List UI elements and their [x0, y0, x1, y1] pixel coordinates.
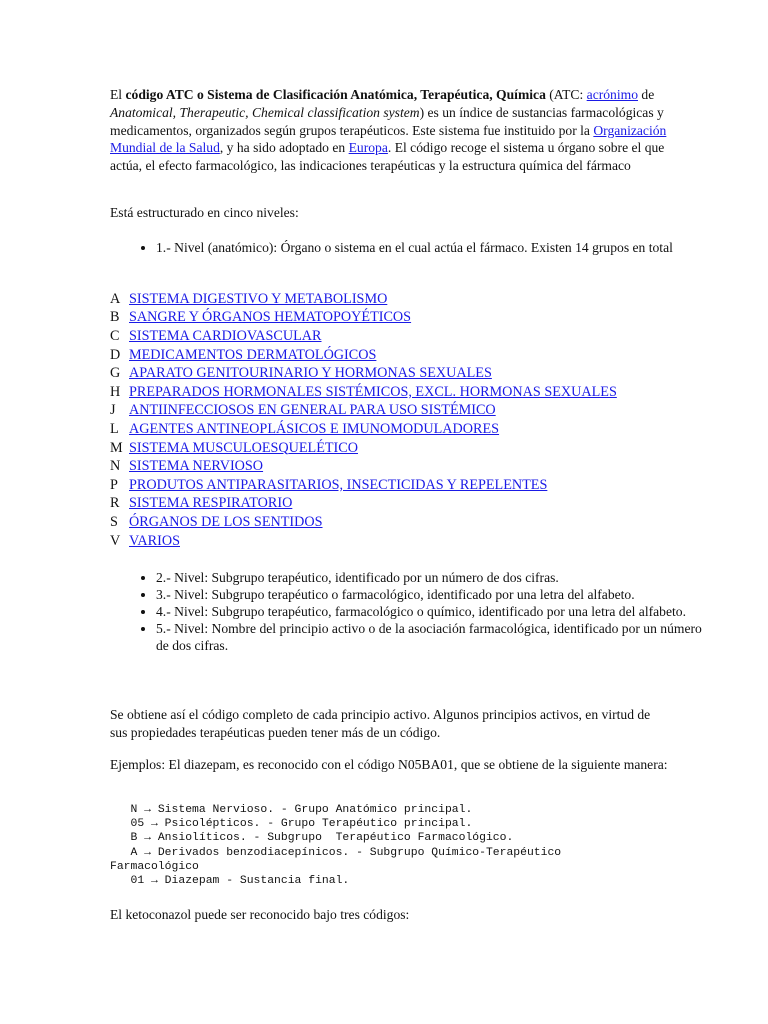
atc-group-row: [110, 439, 710, 458]
link-oms[interactable]: Organización Mundial de la Salud: [110, 122, 667, 156]
level-1-list: [110, 239, 716, 256]
atc-group-letter: G: [110, 365, 121, 382]
atc-group-letter: C: [110, 327, 120, 344]
atc-group-link[interactable]: SISTEMA MUSCULOESQUELÉTICO: [129, 439, 358, 456]
atc-group-link[interactable]: SISTEMA RESPIRATORIO: [129, 495, 293, 512]
code-line: N → Sistema Nervioso. - Grupo Anatómico principal.: [110, 804, 473, 816]
level-item: • 5.- Nivel: Nombre del principio activo o de la asociación farmacológica, identificado por un número de dos cifras.: [156, 620, 716, 654]
atc-group-link[interactable]: VARIOS: [129, 532, 180, 549]
atc-group-letter: P: [110, 476, 118, 493]
level-item: • 2.- Nivel: Subgrupo terapéutico, identificado por un número de dos cifras.: [156, 569, 716, 586]
code-line: B → Ansiolíticos. - Subgrupo Terapéutico Farmacológico.: [110, 832, 514, 845]
atc-group-link[interactable]: AGENTES ANTINEOPLÁSICOS E IMUNOMODULADORES: [129, 420, 500, 437]
atc-groups-list: [110, 290, 710, 550]
atc-group-link[interactable]: SISTEMA NERVIOSO: [129, 458, 264, 475]
atc-group-letter: L: [110, 420, 119, 437]
level-item: • 4.- Nivel: Subgrupo terapéutico, farmacológico o químico, identificado por una letra del alfabeto.: [156, 603, 716, 620]
complete-code-paragraph: Se obtiene así el código completo de cada principio activo. Algunos principios activos, en virtud de sus propiedades terapéuticas pueden tener más de un código.: [110, 707, 651, 740]
atc-group-row: [110, 420, 710, 439]
atc-group-link[interactable]: SANGRE Y ÓRGANOS HEMATOPOYÉTICOS: [129, 309, 412, 326]
atc-group-row: [110, 327, 710, 346]
atc-group-letter: J: [110, 402, 116, 419]
levels-list: [110, 569, 716, 654]
atc-group-row: [110, 457, 710, 476]
atc-group-letter: N: [110, 458, 121, 475]
atc-group-row: [110, 532, 710, 551]
level-1-item: • 1.- Nivel (anatómico): Órgano o sistema en el cual actúa el fármaco. Existen 14 grupos en total: [156, 239, 716, 256]
atc-group-letter: S: [110, 513, 118, 530]
atc-group-letter: H: [110, 383, 121, 400]
atc-group-letter: B: [110, 309, 120, 326]
atc-group-row: [110, 290, 710, 309]
atc-group-row: [110, 383, 710, 402]
intro-italic-term: Anatomical, Therapeutic, Chemical classification system: [110, 104, 420, 120]
link-europa[interactable]: Europa: [348, 140, 388, 156]
atc-group-letter: V: [110, 532, 121, 549]
atc-group-link[interactable]: APARATO GENITOURINARIO Y HORMONAS SEXUALES: [129, 365, 492, 382]
atc-group-letter: A: [110, 290, 121, 307]
code-line: A → Derivados benzodiacepínicos. - Subgrupo Químico-Terapéutico: [110, 846, 562, 859]
example-code-block: [110, 803, 561, 888]
atc-group-letter: R: [110, 495, 120, 512]
atc-group-link[interactable]: ANTIINFECCIOSOS EN GENERAL PARA USO SISTÉMICO: [129, 402, 496, 419]
structure-paragraph: Está estructurado en cinco niveles:: [110, 205, 299, 220]
atc-group-letter: M: [110, 439, 123, 456]
atc-group-row: [110, 346, 710, 365]
atc-group-row: [110, 309, 710, 328]
atc-group-row: [110, 513, 710, 532]
atc-group-row: [110, 476, 710, 495]
atc-group-row: [110, 495, 710, 514]
atc-group-link[interactable]: SISTEMA DIGESTIVO Y METABOLISMO: [129, 290, 388, 307]
example-paragraph: Ejemplos: El diazepam, es reconocido con el código N05BA01, que se obtiene de la siguiente manera:: [110, 757, 668, 772]
atc-group-row: [110, 402, 710, 421]
link-acronimo[interactable]: acrónimo: [586, 87, 638, 102]
code-line: 01 → Diazepam - Sustancia final.: [110, 875, 350, 888]
atc-group-link[interactable]: SISTEMA CARDIOVASCULAR: [129, 327, 322, 344]
ketoconazol-paragraph: El ketoconazol puede ser reconocido bajo tres códigos:: [110, 907, 410, 922]
code-line: Farmacológico: [110, 860, 199, 873]
atc-group-link[interactable]: ÓRGANOS DE LOS SENTIDOS: [129, 513, 323, 530]
intro-paragraph: El código ATC o Sistema de Clasificación Anatómica, Terapéutica, Química (ATC: acrónimo de Anatomical, Therapeutic, Chemical classification system) es un índice de sustancias farmacológicas y medicamentos, organizados según grupos terapéuticos. Este sistema fue instituido por la Organización Mundial de la Salud, y ha sido adoptado en Europa. El código recoge el sistema u órgano sobre el que actúa, el efecto farmacológico, las indicaciones terapéuticas y la estructura química del fármaco: [110, 87, 667, 174]
level-item: • 3.- Nivel: Subgrupo terapéutico o farmacológico, identificado por una letra del alfabeto.: [156, 586, 716, 603]
atc-group-link[interactable]: PREPARADOS HORMONALES SISTÉMICOS, EXCL. HORMONAS SEXUALES: [129, 383, 617, 400]
code-line: 05 → Psicolépticos. - Grupo Terapéutico principal.: [110, 818, 473, 831]
atc-group-letter: D: [110, 346, 121, 363]
atc-group-link[interactable]: PRODUTOS ANTIPARASITARIOS, INSECTICIDAS Y REPELENTES: [129, 476, 548, 493]
intro-bold-term: código ATC o Sistema de Clasificación Anatómica, Terapéutica, Química: [125, 87, 546, 102]
atc-group-link[interactable]: MEDICAMENTOS DERMATOLÓGICOS: [129, 346, 377, 363]
atc-group-row: [110, 364, 710, 383]
